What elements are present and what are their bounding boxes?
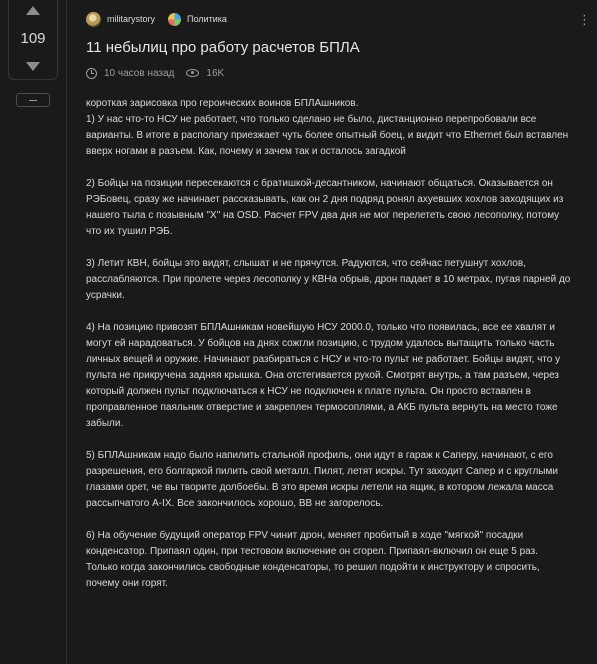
post-card (66, 0, 597, 664)
post-time: 10 часов назад (104, 67, 175, 79)
vote-score: 109 (20, 30, 46, 47)
more-options-icon[interactable]: ⋮ (578, 12, 591, 27)
paragraph-gap (86, 432, 571, 448)
author-link[interactable]: militarystory (107, 14, 156, 24)
author-avatar[interactable] (86, 12, 101, 27)
post-stats (86, 66, 597, 80)
community-icon[interactable] (168, 13, 181, 26)
minus-icon (29, 100, 37, 101)
paragraph-gap (86, 240, 571, 256)
post-title[interactable]: 11 небылиц про работу расчетов БПЛА (86, 39, 360, 56)
body-paragraph-5: 5) БПЛАшникам надо было напилить стальной профиль, они идут в гараж к Саперу, начинают, с его разрешения, его болгаркой пилить свой металл. Пилят, летят искры. Тут заходит Сапер и с круглыми глазами орет, че вы творите долбоебы. В это время искры летели на ящик, в котором лежала масса рассыпчатого A-IX. Все закончилось хорошо, ВВ не загорелось. (86, 450, 558, 509)
views-icon (186, 69, 199, 77)
downvote-icon[interactable] (26, 62, 40, 71)
body-paragraph-6: 6) На обучение будущий оператор FPV чинит дрон, меняет пробитый в ходе "мягкой" посадки конденсатор. Припаял один, при тестовом включение он сгорел. Припаял-включил он еще 5 раз. Только когда закончились свободные конденсаторы, то решил подойти к инструктору и спросить, почему они горят. (86, 530, 540, 589)
body-paragraph-2: 2) Бойцы на позиции пересекаются с братишкой-десантником, начинают общаться. Оказывается он РЭБовец, сразу же начинает рассказывать, как он 2 дня подряд ронял ахуевших хохлов заходящих из нашего тыла с позывным "Х" на OSD. Расчет FPV два дня не мог перелететь свою лесополку, потому что их тушил РЭБ. (86, 178, 564, 237)
paragraph-gap (86, 160, 571, 176)
body-paragraph-4: 4) На позицию привозят БПЛАшникам новейшую НСУ 2000.0, только что появилась, все ее хвалят и могут ей нарадоваться. У бойцов на днях сожгли позицию, с трудом удалось вытащить только часть личных вещей и оружие. Начинают разбираться с НСУ и что-то пульт не работает. Бойцы видят, что у пульта не прикручена задняя крышка. Она отстегивается рукой. Смотрят внутрь, а там разъем, через который должен пульт подключаться к НСУ не подключен к плате пульта. Он просто вставлен в проправленное паяльник отверстие и закреплен термосоплями, а АКБ пульта вернуть на место тоже забыли. (86, 322, 561, 429)
post-header (86, 10, 597, 28)
body-paragraph-3: 3) Летит КВН, бойцы это видят, слышат и не прячутся. Радуются, что сейчас петушнут хохлов, расслабляются. При пролете через лесополку у КВНа обрыв, дрон падает в 10 метрах, пугая парней до усрачки. (86, 258, 571, 301)
paragraph-gap (86, 512, 571, 528)
upvote-icon[interactable] (26, 6, 40, 15)
clock-icon (86, 68, 97, 79)
collapse-button[interactable] (16, 93, 50, 107)
body-intro: короткая зарисовка про героических воинов БПЛАшников. (86, 98, 359, 109)
community-link[interactable]: Политика (187, 14, 227, 24)
post-views: 16K (206, 67, 225, 79)
vote-box (8, 0, 58, 80)
paragraph-gap (86, 304, 571, 320)
post-body (86, 96, 571, 592)
vote-column (8, 0, 58, 107)
body-paragraph-1: 1) У нас что-то НСУ не работает, что только сделано не было, дистанционно перепробовали все варианты. В итоге в располагу приезжает чуть более опытный боец, и видит что Ethernet был вставлен вверх ногами в разъем. Как, почему и зачем так и осталось загадкой (86, 114, 569, 157)
